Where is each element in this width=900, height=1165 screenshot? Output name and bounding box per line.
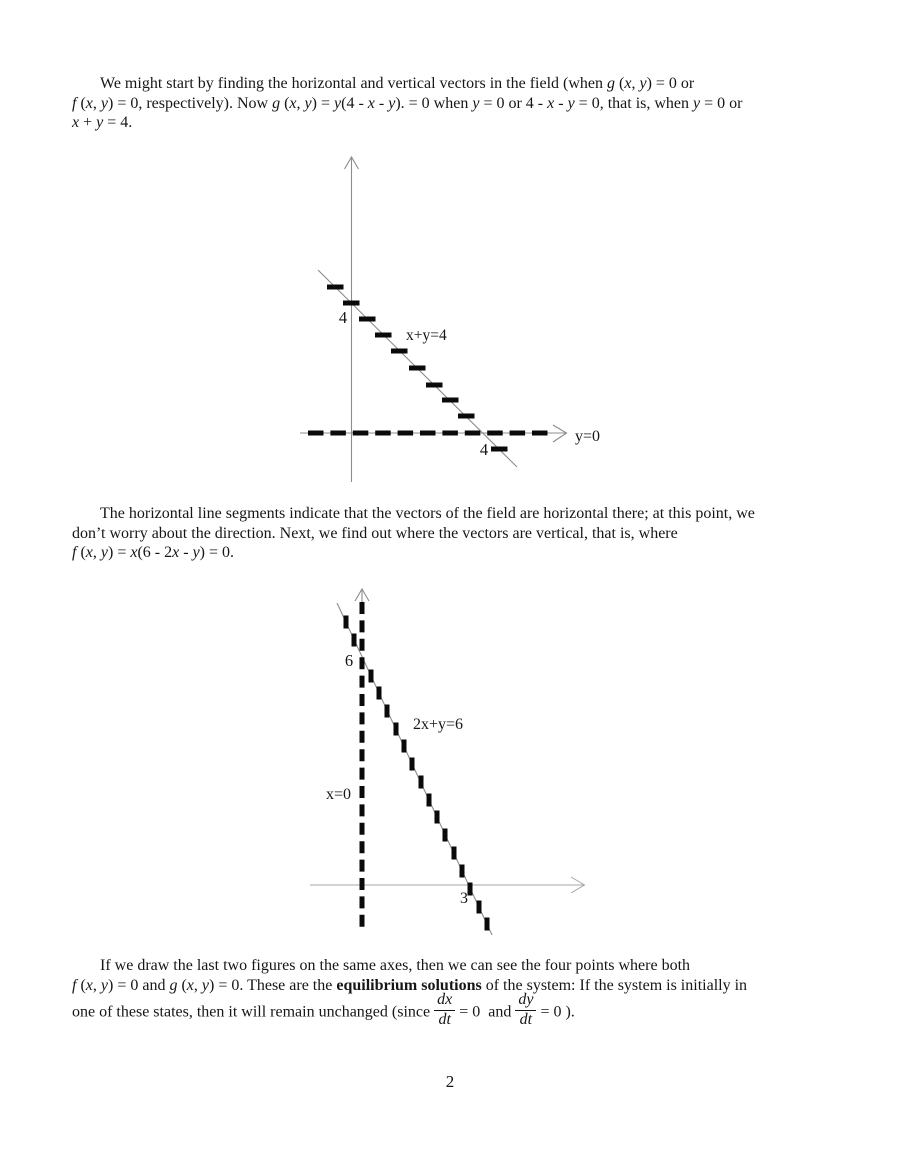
v-dash-mark (394, 723, 399, 736)
text-line: If we draw the last two figures on the same axes, then we can see the four points where both (100, 957, 691, 974)
h-dash-mark (375, 333, 392, 338)
figure-horizontal-nullclines (290, 148, 620, 490)
v-dash-mark (369, 670, 374, 683)
v-dash-mark (419, 776, 424, 789)
v-dash-mark (344, 616, 349, 629)
v-dash-mark (443, 829, 448, 842)
v-dash-mark (477, 901, 482, 914)
text-line: f (x, y) = 0 and g (x, y) = 0. These are the equilibrium solutions of the system: If the system is initially in (72, 976, 748, 994)
v-dash-mark (435, 811, 440, 824)
paragraph-3 (72, 956, 747, 1031)
fraction: $\frac{dy}{dt}$ (515, 992, 536, 1028)
text-line: don’t worry about the direction. Next, we find out where the vectors are vertical, that is, where (72, 524, 678, 542)
h-dash-mark (458, 414, 475, 419)
v-dash-mark (468, 883, 473, 896)
label-x-equals-0: x=0 (326, 786, 352, 803)
v-dash-mark (485, 918, 490, 931)
label-y-intercept-4: 4 (338, 308, 348, 327)
h-dash-mark (491, 447, 508, 452)
text-line: The horizontal line segments indicate that the vectors of the field are horizontal there; at this point, we (100, 505, 755, 522)
fraction: $\frac{dx}{dt}$ (434, 992, 455, 1028)
label-line-x-plus-y-4: x+y=4 (406, 327, 447, 344)
v-dash-mark (352, 634, 357, 647)
label-y-intercept-6: 6 (344, 651, 354, 670)
h-dash-mark (426, 383, 443, 388)
v-dash-mark (410, 758, 415, 771)
h-dash-mark (391, 349, 408, 354)
h-dash-mark (442, 398, 459, 403)
v-dash-mark (452, 847, 457, 860)
text-line: x + y = 4. (72, 114, 133, 132)
label-line-2x-plus-y-6: 2x+y=6 (413, 716, 464, 733)
page-number: 2 (445, 1072, 455, 1091)
v-dash-mark (385, 705, 390, 718)
paragraph-1 (72, 74, 742, 133)
h-dash-mark (327, 285, 344, 290)
label-x-intercept-3: 3 (460, 890, 468, 907)
paragraph-2 (72, 504, 755, 563)
text-line: f (x, y) = 0, respectively). Now g (x, y) = y(4 - x - y). = 0 when y = 0 or 4 - x - y = 0, that is, when y = 0 or (72, 94, 743, 112)
label-y-equals-0: y=0 (575, 428, 601, 445)
h-dash-mark (359, 317, 376, 322)
text-line: We might start by finding the horizontal and vertical vectors in the field (when g (x, y) = 0 or (100, 75, 695, 92)
v-dash-mark (427, 794, 432, 807)
label-x-intercept-4: 4 (479, 440, 489, 459)
v-dash-mark (402, 740, 407, 753)
h-dash-mark (343, 301, 360, 306)
v-dash-mark (460, 865, 465, 878)
text-line: one of these states, then it will remain unchanged (since $\frac{dx}{dt}$ = 0 and $\frac{dy}{dt}$ = 0 ). (72, 991, 575, 1028)
v-dash-mark (377, 687, 382, 700)
h-dash-mark (409, 366, 426, 371)
text-line: f (x, y) = x(6 - 2x - y) = 0. (72, 544, 235, 562)
figure-vertical-nullclines (300, 580, 620, 945)
horizontal-dash-marks (327, 285, 508, 452)
